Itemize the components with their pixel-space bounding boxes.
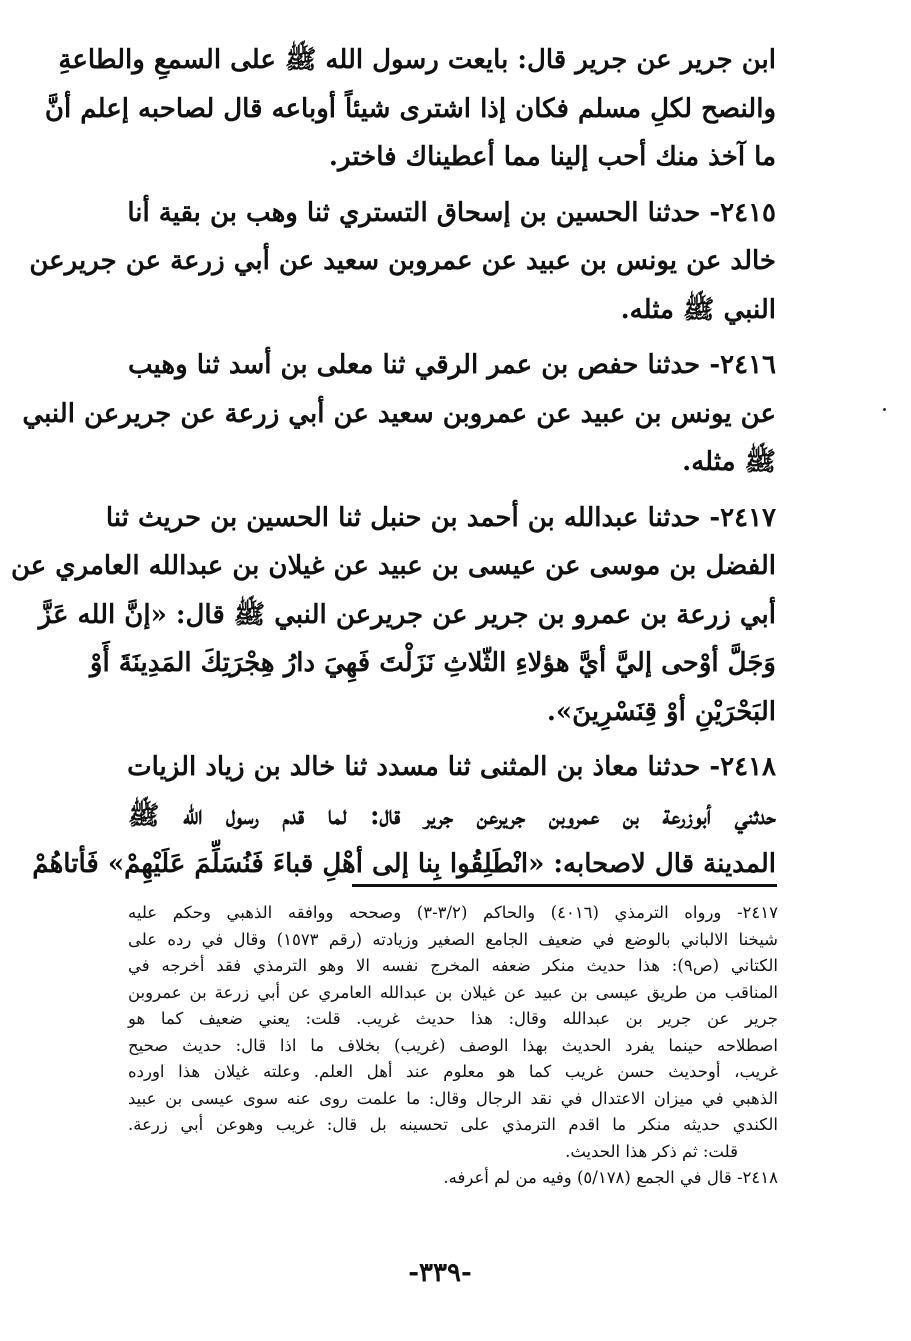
page-number: -٣٣٩-	[408, 1258, 472, 1288]
hadith-paragraph	[44, 36, 776, 182]
footnote-line: المناقب من طريق عيسى بن عبيد عن غيلان بن عبدالله العامري عن أبي زرعة بن عمروبن	[128, 982, 778, 1002]
text-line: عن يونس بن عبيد عن عمروبن سعيد عن أبي زرعة عن جريرعن النبي	[22, 398, 776, 429]
footnote-line: ٢٤١٧- ورواه الترمذي (٤٠١٦) والحاكم (٣/٢-٣) وصححه ووافقه الذهبي وحكم عليه	[128, 903, 778, 922]
text-line: أبي زرعة بن عمرو بن جرير عن جريرعن النبي ﷺ قال: «إنَّ الله عَزَّ	[38, 599, 776, 630]
footnote-divider	[352, 884, 777, 887]
main-text	[10, 36, 776, 889]
footnote-line: قلت: ثم ذكر هذا الحديث.	[565, 1141, 738, 1161]
text-line: ٢٤١٥- حدثنا الحسين بن إسحاق التستري ثنا وهب بن بقية أنا	[127, 197, 776, 228]
hadith-paragraph	[22, 341, 776, 487]
footnote-line: غريب، أوحديث حسن غريب كما هو معلوم عند أهل العلم. وعلته غيلان هذا اورده	[128, 1062, 778, 1081]
footnotes	[128, 900, 778, 1192]
text-line: الفضل بن موسى عن عيسى بن عبيد عن غيلان بن عبدالله العامري عن	[10, 551, 776, 581]
footnote-line: الذهبي في ميزان الاعتدال في نقد الرجال وقال: ما علمت روى عنه سوى عيسى بن عبيد	[128, 1088, 778, 1108]
text-line: ما آخذ منك أحب إلينا مما أعطيناك فاختر.	[328, 142, 776, 172]
hadith-paragraph	[29, 189, 776, 335]
footnote	[128, 900, 778, 1165]
footnote-line: الكندي حديثه منكر ما اقدم الترمذي على تحسينه بل قال: غريب وهوعن أبي زرعة.	[128, 1115, 778, 1134]
text-line: المدينة قال لاصحابه: «انْطَلِقُوا بِنا إلى أهْلِ قباءَ فَنُسَلِّمَ عَلَيْهِمْ» فَأتاهُمْ	[32, 849, 776, 879]
hadith-paragraph	[32, 743, 776, 889]
footnote-line: جرير عن جرير بن عبدالله وقال: هذا حديث غريب. قلت: يعني ضعيف كما هو	[128, 1009, 778, 1028]
footnote-line: شيخنا الالباني بالوضع في ضعيف الجامع الصغير وزيادته (رقم ١٥٧٣) وقال في رده على	[128, 929, 778, 949]
text-line: خالد عن يونس بن عبيد عن عمروبن سعيد عن أبي زرعة عن جريرعن	[29, 246, 776, 276]
text-line: البَحْرَيْنِ أوْ قِنَسْرِينَ».	[546, 696, 776, 727]
footnote-line: ٢٤١٨- قال في الجمع (٥/١٧٨) وفيه من لم أعرفه.	[443, 1168, 778, 1187]
hadith-paragraph	[10, 494, 776, 737]
text-line: ٢٤١٦- حدثنا حفص بن عمر الرقي ثنا معلى بن أسد ثنا وهيب	[128, 350, 776, 380]
text-line: النبي ﷺ مثله.	[620, 294, 776, 325]
footnote-line: الكتاني (ص٩): هذا حديث منكر ضعفه المخرج نفسه الا وهو الترمذي فقد أخرجه في	[128, 956, 778, 975]
footnote	[128, 1165, 778, 1192]
scan-speck	[883, 408, 886, 411]
text-line: والنصح لكلِ مسلم فكان إذا اشترى شيئاً أوباعه قال لصاحبه إعلم أنَّ	[44, 93, 776, 124]
text-line: ابن جرير عن جرير قال: بايعت رسول الله ﷺ على السمعِ والطاعةِ	[58, 45, 776, 75]
text-line: ٢٤١٨- حدثنا معاذ بن المثنى ثنا مسدد ثنا خالد بن زياد الزيات	[127, 752, 776, 782]
footnote-line: اصطلاحه حينما يفرد الحديث بهذا الوصف (غريب) بخلاف ما اذا قال: حديث صحيح	[128, 1035, 778, 1055]
text-line: وَجَلَّ أوْحى إليَّ أيَّ هؤلاءِ الثّلاثِ نَزَلْتَ فَهِيَ دارُ هِجْرَتِكَ المَدِينَةَ أَوْ	[89, 648, 776, 678]
text-line: ﷺ مثله.	[682, 447, 776, 477]
text-line: ٢٤١٧- حدثنا عبدالله بن أحمد بن حنبل ثنا الحسين بن حريث ثنا	[105, 502, 776, 533]
text-line: حدثني أبوزرعة بن عمروبن جريرعن جرير قال: لما قدم رسول الله ﷺ	[128, 800, 776, 831]
